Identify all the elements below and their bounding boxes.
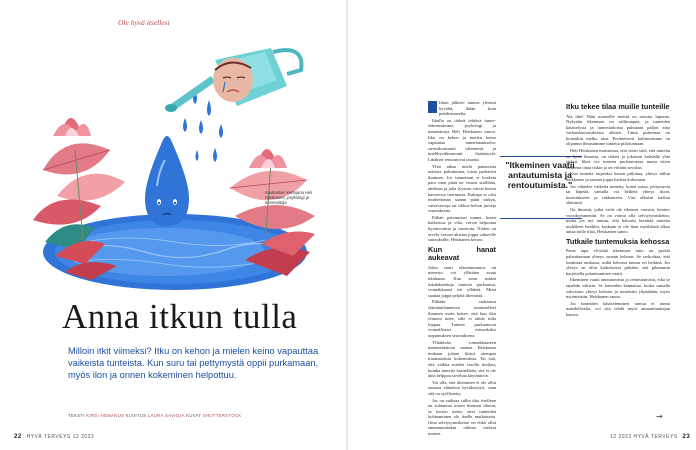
article-headline: Anna itkun tulla	[62, 297, 298, 336]
paragraph: Paras tapa elvyttää itkemisen taito on pyrkiä palauttamaan yhteys omaan kehoon. Se tarkoittaa, että tunnistaa rauhassa, miltä kehossa tuntuu eri hetkinä. Jos yhteys on ollut katkoksissa pitkään, sitä pikemmin harjoitella palauttaminen vaatii.	[566, 248, 670, 276]
subheading-tutkaile: Tutkaile tuntemuksia kehossa	[566, 236, 670, 246]
falling-drops	[183, 90, 223, 162]
paragraph: Pitkän patoumiset tunnet, kuten katkeruus ja viha, voivat helpottaa hyvinvointia ja vaurioita. Niiden on arvelu voivan altistaa joppa vakaville sairauksille, Heiskanen kertoo.	[428, 214, 496, 243]
paragraph: Yhtä aikaa mielä painavista asioista puhuminen, toista parhaiten ihminen. Jos tunnetiuni ei kosketa para vaan pitää ne visusti sisällään, ahdistus ja joka fyysiset vaivat kietoa kasvaessa tuormasta. Kukapa ei olisi murhettonan saanut pään särkyä, vatsavaivoja tai rikkoa kehon jumeja seurauksena.	[428, 163, 496, 214]
paragraph: Itkun jälkeen tunnus yleensä hyvältä, ikään kuin puhdistuneelta.	[428, 100, 496, 117]
article-lead: Milloin itkit viimeksi? Itku on kehon ja mielen keino vapauttaa vaikeista tunteista. Kun suru tai pettymystä oppii purkamaan, myös ilon ja onnen kokeminen helpottuu.	[68, 346, 319, 380]
paragraph: Kun tunteita tarpeeksi kauan piilottaa, yhteys niihin heikkenee ja saattaa joppa kadota kokonaan.	[566, 171, 670, 183]
right-lotus	[249, 149, 287, 168]
left-folio	[14, 434, 94, 440]
paragraph: Itkulla on tärkeä tehtävä tunne-elämässämme, psykologi ja tunnetaitoja Heli Heiskanen sanoo. Itku on kehon ja mielen keino vapauttaa tunnelataukselta: stressihormonit vähenevät ja mielihyvähormonit lisääntyvät. Lihakset rentoutuvat tauotta.	[428, 117, 496, 162]
credit-photo-name: SHUTTERSTOCK	[202, 413, 242, 418]
paragraph: Heli Heiskanen muistuttaa, että viesti siitä, että tunteita on hyvä ilmaista, on tärkeä ja jokaisen kohdalla yhtä tärkeä. Itkeä voi tunteen purkautuessa mutta sitten tunteena ottaa riskin ja on erittäin arvokas.	[566, 148, 670, 170]
folio-text-left: HYVÄ TERVEYS 12 2023	[26, 434, 95, 440]
right-folio	[610, 434, 690, 440]
credit-ill-name: LAURA SAVIOJA	[147, 413, 185, 418]
paragraph: Voi olla, että itkeminen ei ole ollut omassa elämässä hyväksyttyä, vaan sitä on syyllistetty.	[428, 379, 496, 396]
paragraph: Jos on vaikeaa sallia itku itselleen tai suhtautua toisen ihmisen itkuun, se kertoo usein, ettei tunteiden kohtaaminen ole itselle mutkatonta. Oma selviytymiskeino on ehkä ollut ennenmmiinkin ohittaa vaikeat tunteet.	[428, 397, 496, 437]
paragraph: Jokin suuri elämänmuutos tai menetys voi yllättäen avata itkuhanat. Kun suuri määrä tukahdutettuja tunteita purkautuu, voimakkaasti voi yllättää. Moni saattaa joppa peljätä itkemistä.	[428, 264, 496, 298]
left-lotus	[53, 118, 91, 136]
section-kicker: Ole hyvä itsellesi	[118, 18, 170, 27]
page-number-right: 23	[682, 434, 691, 440]
folio-text-right: 12 2023 HYVÄ TERVEYS	[610, 434, 678, 440]
drop-cap-block	[428, 101, 437, 113]
subheading-itku-tekee: Itku tekee tilaa muille tunteille	[566, 102, 670, 111]
credit-ill-label: KUVITUS	[125, 413, 147, 418]
continue-arrow-icon: →	[656, 412, 663, 421]
article-column-2	[566, 100, 670, 425]
paragraph: Pitkään raskaassa elämäntilanteessa tunnistelleet ihminen usein kokee, että kun itku viimein tulee, sille ei tahdo tulla loppua. Tunteet purkautuvat voimallisesti esimerkiksi uupumuksen seurauksena.	[428, 299, 496, 338]
watering-can-icon	[165, 48, 301, 112]
article-column-1	[428, 100, 496, 437]
article-credits	[68, 413, 241, 418]
teardrop-character	[145, 136, 189, 226]
watering-can-illustration	[25, 20, 325, 295]
paragraph: Jos tunteiden käsitteleminen tuntuu ei tunnu mahdolliselta, voi sitä tehdä myös ammattiauttajan kanssa.	[566, 300, 670, 317]
paragraph: Älä itke! Näin moneelle meistä on sanottu lapsena. Nykyään itkemisen on sallitumpaa, ja tunteiden käsittelystä ja tunnetaidoista puhutaan paljon aina varhaiskasvatuksesta alkaen. Tämä puheenaa on kuitenkin melko uusi. Perinteisesti kulttuurimme on ohjannut ihmisiämme tunteita piilottamaan.	[566, 113, 670, 147]
credit-text-name: KIRSI HEMANUS	[86, 413, 125, 418]
paragraph: Jos vähtelee vaikeita tunteita, kuten surua, pettymystä tai häpeää, samalla voi heiketä yhteys iloon, innostukseen ja rakkauteen. Väri alkavat kadota elämästä.	[566, 183, 670, 206]
paragraph: Yllättävän voimakkaaseen tunnereaktioon saattaa Heiskasen mukaan johtaa liittyä aiempaa traumaattista kokemuksia. Tai sitä, että vaikka mielen tasolla tiedäisi, kuinka tunteita käsitellään, sitä ei ole aina helppoa soveltaa käytäntöön.	[428, 339, 496, 379]
paragraph: Itkeminen vaatii antautumista ja rentoutumista, eikä se tapahdu väkisin. Se kuitenkin kannattaa, koska samalla vahvistuu yhteys kehoon ja tunteisiin ylipäätään, myös myönteisiin, Heiskanen sanoo.	[566, 277, 670, 300]
pull-quote: "Itkeminen vaatii antautumista ja rentoutumista."	[505, 160, 575, 190]
credit-text-label: TEKSTI	[68, 413, 85, 418]
page-number-left: 22	[14, 434, 22, 440]
paragraph: On ihmisiä, jotka eivät ole itkeneet vuosiin, kenties vuosikymmeniin. Se on voinut olla selviytymiskeino, mutta jos nyt tuntuu, että haluaisi herättää tunteita uudelleen henkiin, koskaan ei ole liian myöhäistä alkaa antaa niille tilaa, Heiskanen sanoo.	[566, 207, 670, 235]
illustration-caption: Kuvituksen kertojana Heli Heiskanen, psykologi ja tunnetaitoja	[265, 190, 313, 206]
subheading-kun-hanat: Kun hanat aukeavat	[428, 244, 496, 263]
credit-photo-label: KUVAT	[186, 413, 202, 418]
